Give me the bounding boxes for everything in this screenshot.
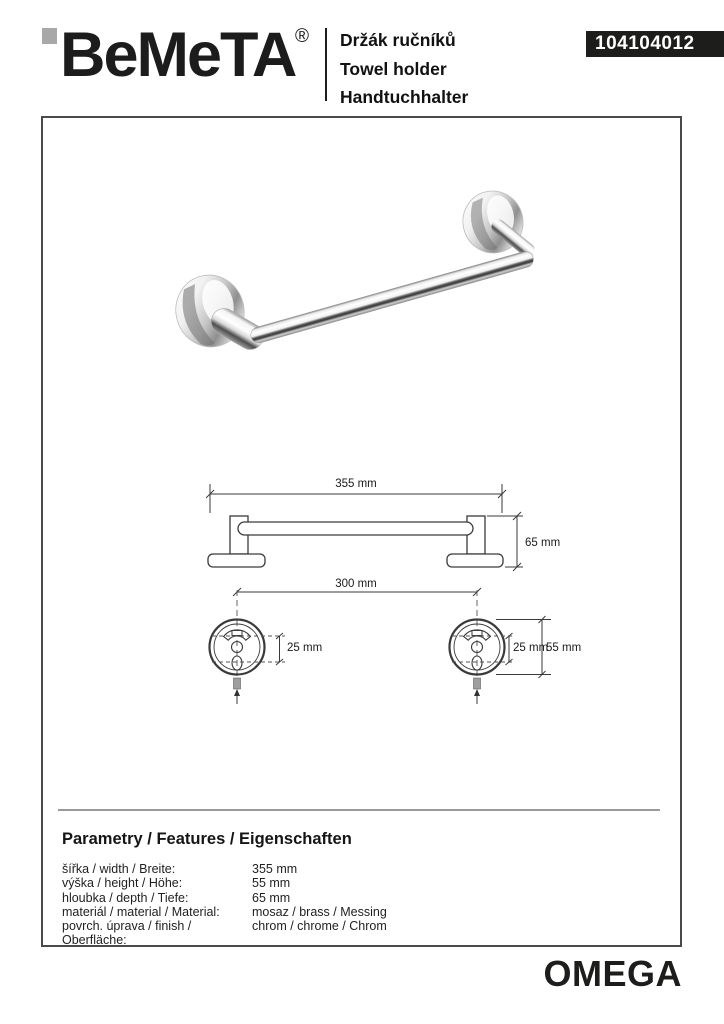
param-value: 55 mm bbox=[252, 876, 291, 891]
param-value: chrom / chrome / Chrom bbox=[252, 919, 387, 934]
dim-hole-distance: 300 mm bbox=[335, 578, 377, 590]
param-value: 65 mm bbox=[252, 890, 291, 905]
param-value: mosaz / brass / Messing bbox=[252, 904, 387, 919]
brand-logo-square-icon bbox=[42, 28, 57, 44]
series-name: OMEGA bbox=[543, 953, 682, 994]
product-name-de: Handtuchhalter bbox=[340, 87, 469, 107]
parameters-table bbox=[62, 862, 387, 948]
product-photo bbox=[167, 185, 537, 355]
mounting-drawing bbox=[210, 588, 552, 704]
dim-overall-width: 355 mm bbox=[335, 478, 377, 490]
dim-right-offset: 25 mm bbox=[513, 642, 549, 654]
technical-drawing bbox=[41, 116, 682, 947]
parameters-divider bbox=[58, 809, 660, 811]
dim-left-offset: 25 mm bbox=[287, 642, 323, 654]
header-divider bbox=[325, 28, 327, 101]
product-name-en: Towel holder bbox=[340, 58, 447, 79]
param-label: hloubka / depth / Tiefe: bbox=[62, 890, 189, 905]
parameters-heading: Parametry / Features / Eigenschaften bbox=[62, 830, 352, 848]
param-row-height bbox=[62, 876, 387, 890]
param-value: 355 mm bbox=[252, 862, 298, 876]
brand-logo: BeMeTA bbox=[60, 20, 296, 90]
param-label: materiál / material / Material: bbox=[62, 904, 220, 919]
param-row-finish bbox=[62, 919, 387, 948]
param-row-depth bbox=[62, 891, 387, 905]
param-row-material bbox=[62, 905, 387, 919]
param-row-width bbox=[62, 862, 387, 876]
side-view-drawing bbox=[206, 484, 523, 571]
registered-mark: ® bbox=[295, 26, 309, 47]
param-label: výška / height / Höhe: bbox=[62, 876, 183, 891]
param-label: šířka / width / Breite: bbox=[62, 862, 176, 876]
param-label: povrch. úprava / finish / Oberfläche: bbox=[62, 919, 192, 948]
product-code-badge: 104104012 bbox=[586, 31, 724, 57]
dim-depth: 65 mm bbox=[525, 537, 561, 549]
dim-plate-diameter: 55 mm bbox=[546, 642, 582, 654]
product-name-cs: Držák ručníků bbox=[340, 30, 456, 50]
product-titles bbox=[340, 26, 468, 112]
